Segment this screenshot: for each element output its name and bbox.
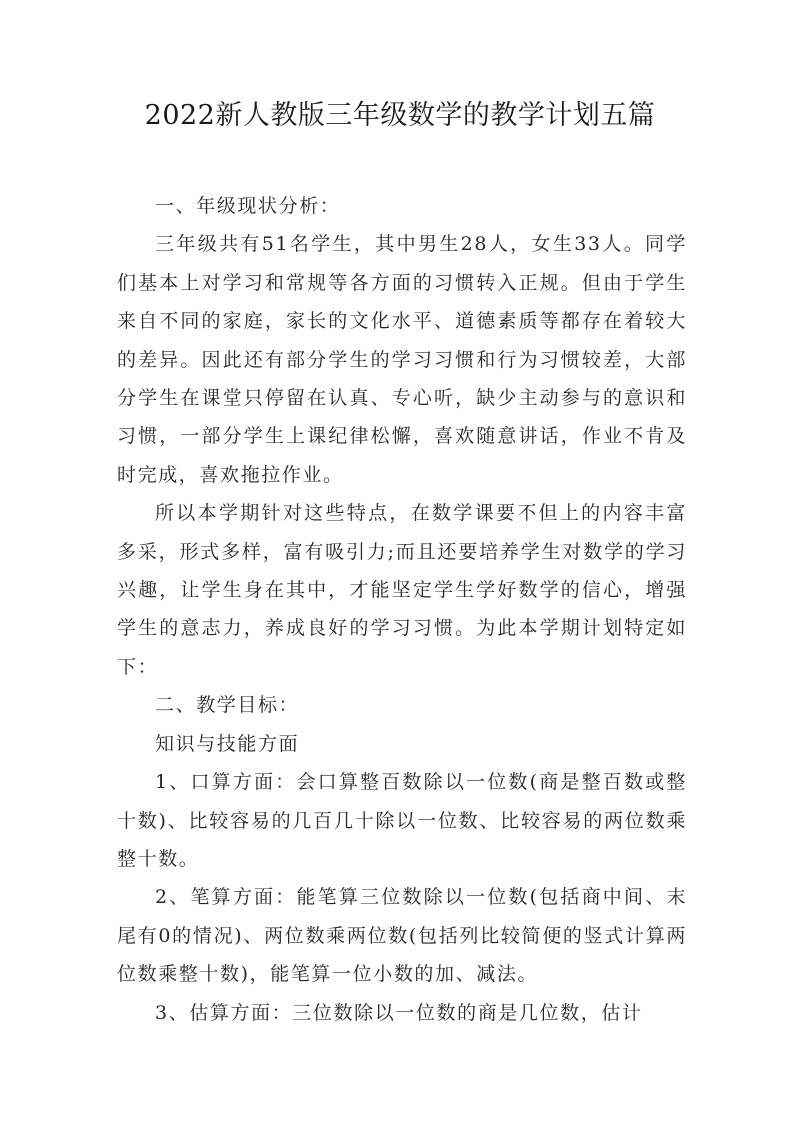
subheading-knowledge-skills: 知识与技能方面	[155, 732, 300, 755]
document-body	[117, 187, 687, 1032]
list-item-written-calculation: 2、笔算方面：能笔算三位数除以一位数(包括商中间、末尾有0的情况)、两位数乘两位数(包括列比较简便的竖式计算两位数乘整十数)，能笔算一位小数的加、减法。	[117, 886, 687, 986]
paragraph-student-situation: 三年级共有51名学生，其中男生28人，女生33人。同学们基本上对学习和常规等各方面的习惯转入正规。但由于学生来自不同的家庭，家长的文化水平、道德素质等都存在着较大的差异。因此还有部分学生的学习习惯和行为习惯较差，大部分学生在课堂只停留在认真、专心听，缺少主动参与的意识和习惯，一部分学生上课纪律松懈，喜欢随意讲话，作业不肯及时完成，喜欢拖拉作业。	[117, 233, 687, 486]
section-heading-grade-analysis: 一、年级现状分析：	[155, 195, 341, 217]
document-title: 2022新人教版三年级数学的教学计划五篇	[144, 100, 656, 131]
list-item-mental-arithmetic: 1、口算方面：会口算整百数除以一位数(商是整百数或整十数)、比较容易的几百几十除以一位数、比较容易的两位数乘整十数。	[117, 771, 687, 870]
list-item-estimation: 3、估算方面：三位数除以一位数的商是几位数，估计	[155, 1001, 643, 1024]
section-heading-teaching-goals: 二、教学目标：	[155, 694, 300, 717]
paragraph-semester-plan: 所以本学期针对这些特点，在数学课要不但上的内容丰富多采，形式多样，富有吸引力;而且还要培养学生对数学的学习兴趣，让学生身在其中，才能坚定学生学好数学的信心，增强学生的意志力，养成良好的学习习惯。为此本学期计划特定如下：	[117, 502, 687, 678]
